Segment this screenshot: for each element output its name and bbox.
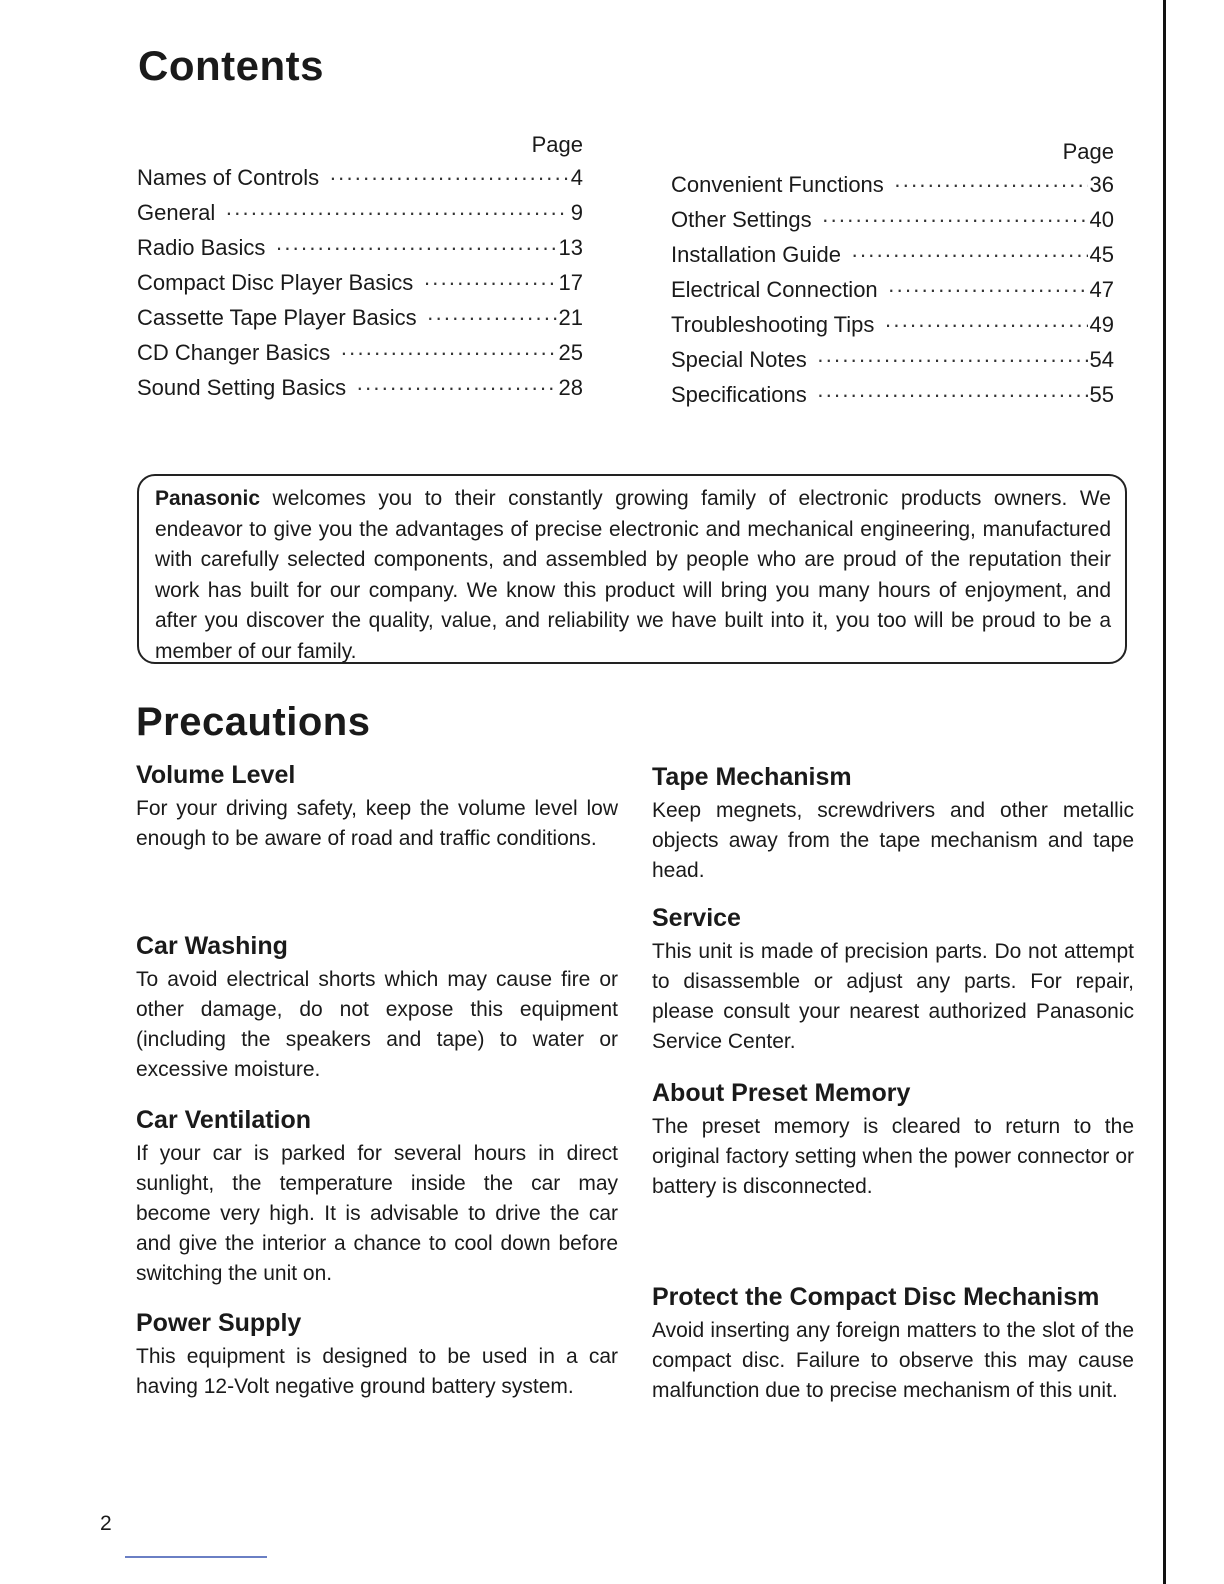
toc-item-page: 21 bbox=[558, 305, 583, 330]
toc-item-page: 9 bbox=[570, 200, 583, 225]
section-service bbox=[652, 901, 1134, 1057]
toc-item-title: Specifications bbox=[671, 382, 807, 407]
section-body: For your driving safety, keep the volume level low enough to be aware of road and traffic conditions. bbox=[136, 797, 618, 850]
toc-item-title: Electrical Connection bbox=[671, 277, 878, 302]
toc-item-page: 36 bbox=[1089, 172, 1114, 197]
toc-item[interactable] bbox=[671, 377, 1114, 412]
page-edge-rule bbox=[1163, 0, 1166, 1584]
toc-item-title: Names of Controls bbox=[137, 165, 320, 190]
toc-item[interactable] bbox=[137, 370, 583, 405]
section-heading: About Preset Memory bbox=[652, 1079, 911, 1107]
toc-item-title: CD Changer Basics bbox=[137, 340, 331, 365]
brand-name: Panasonic bbox=[155, 487, 261, 510]
section-heading: Protect the Compact Disc Mechanism bbox=[652, 1283, 1100, 1311]
toc-item[interactable] bbox=[137, 230, 583, 265]
toc-item-page: 28 bbox=[558, 375, 583, 400]
toc-item-page: 25 bbox=[558, 340, 583, 365]
toc-page-label: Page bbox=[1062, 139, 1114, 164]
toc-item-title: Special Notes bbox=[671, 347, 807, 372]
toc-left-column bbox=[137, 130, 583, 405]
toc-item[interactable] bbox=[137, 300, 583, 335]
toc-item[interactable] bbox=[137, 265, 583, 300]
toc-item-title: Compact Disc Player Basics bbox=[137, 270, 414, 295]
section-about-preset-memory bbox=[652, 1076, 1134, 1202]
toc-page-label: Page bbox=[531, 132, 583, 157]
precautions-title: Precautions bbox=[136, 700, 371, 744]
toc-item-page: 45 bbox=[1089, 242, 1114, 267]
toc-item-page: 47 bbox=[1089, 277, 1114, 302]
footer-rule bbox=[125, 1556, 267, 1558]
toc-item[interactable] bbox=[671, 167, 1114, 202]
section-power-supply bbox=[136, 1306, 618, 1402]
page-number: 2 bbox=[100, 1512, 112, 1535]
section-heading: Car Washing bbox=[136, 932, 288, 960]
toc-item-title: Other Settings bbox=[671, 207, 812, 232]
section-body: Avoid inserting any foreign matters to the slot of the compact disc. Failure to observe this may cause malfunction due to precise mechanism of this unit. bbox=[652, 1319, 1134, 1402]
toc-item-page: 54 bbox=[1089, 347, 1114, 372]
toc-item-title: Installation Guide bbox=[671, 242, 841, 267]
toc-item[interactable] bbox=[671, 342, 1114, 377]
section-body: If your car is parked for several hours in direct sunlight, the temperature inside the car may become very high. It is advisable to drive the car and give the interior a chance to cool down before switching the unit on. bbox=[136, 1142, 618, 1285]
section-volume-level bbox=[136, 758, 618, 854]
toc-item-title: General bbox=[137, 200, 216, 225]
toc-item-page: 49 bbox=[1089, 312, 1114, 337]
toc-item-page: 17 bbox=[558, 270, 583, 295]
section-body: To avoid electrical shorts which may cause fire or other damage, do not expose this equipment (including the speakers and tape) to water or excessive moisture. bbox=[136, 968, 618, 1081]
welcome-message-box bbox=[137, 474, 1127, 664]
section-body: Keep megnets, screwdrivers and other metallic objects away from the tape mechanism and tape head. bbox=[652, 799, 1134, 882]
toc-item-title: Troubleshooting Tips bbox=[671, 312, 875, 337]
section-protect-cd-mechanism bbox=[652, 1280, 1134, 1406]
toc-item-title: Radio Basics bbox=[137, 235, 266, 260]
toc-item-title: Cassette Tape Player Basics bbox=[137, 305, 417, 330]
section-car-ventilation bbox=[136, 1103, 618, 1289]
toc-item-title: Sound Setting Basics bbox=[137, 375, 347, 400]
toc-item-page: 4 bbox=[570, 165, 583, 190]
section-heading: Service bbox=[652, 904, 741, 932]
section-heading: Power Supply bbox=[136, 1309, 302, 1337]
section-heading: Car Ventilation bbox=[136, 1106, 312, 1134]
toc-item[interactable] bbox=[137, 195, 583, 230]
section-car-washing bbox=[136, 929, 618, 1085]
toc-right-column bbox=[671, 137, 1114, 412]
section-heading: Tape Mechanism bbox=[652, 763, 852, 791]
toc-item[interactable] bbox=[671, 272, 1114, 307]
toc-item[interactable] bbox=[671, 237, 1114, 272]
welcome-text: welcomes you to their constantly growing family of electronic products owners. We endeavor to give you the advantages of precise electronic and mechanical engineering, manufactured with carefully selected components, and assembled by people who are proud of the reputation their work has built for our company. We know this product will bring you many hours of enjoyment, and after you discover the quality, value, and reliability we have built into it, you too will be proud to be a member of our family. bbox=[155, 487, 1111, 663]
section-body: This equipment is designed to be used in a car having 12-Volt negative ground battery system. bbox=[136, 1345, 618, 1398]
toc-item[interactable] bbox=[671, 202, 1114, 237]
toc-item[interactable] bbox=[671, 307, 1114, 342]
section-tape-mechanism bbox=[652, 760, 1134, 886]
contents-title: Contents bbox=[138, 42, 324, 89]
toc-item-page: 55 bbox=[1089, 382, 1114, 407]
toc-item-page: 40 bbox=[1089, 207, 1114, 232]
toc-item[interactable] bbox=[137, 335, 583, 370]
toc-item-title: Convenient Functions bbox=[671, 172, 884, 197]
section-heading: Volume Level bbox=[136, 761, 296, 789]
toc-item-page: 13 bbox=[558, 235, 583, 260]
toc-item[interactable] bbox=[137, 160, 583, 195]
section-body: The preset memory is cleared to return to the original factory setting when the power connector or battery is disconnected. bbox=[652, 1115, 1134, 1198]
section-body: This unit is made of precision parts. Do not attempt to disassemble or adjust any parts. For repair, please consult your nearest authorized Panasonic Service Center. bbox=[652, 940, 1134, 1053]
